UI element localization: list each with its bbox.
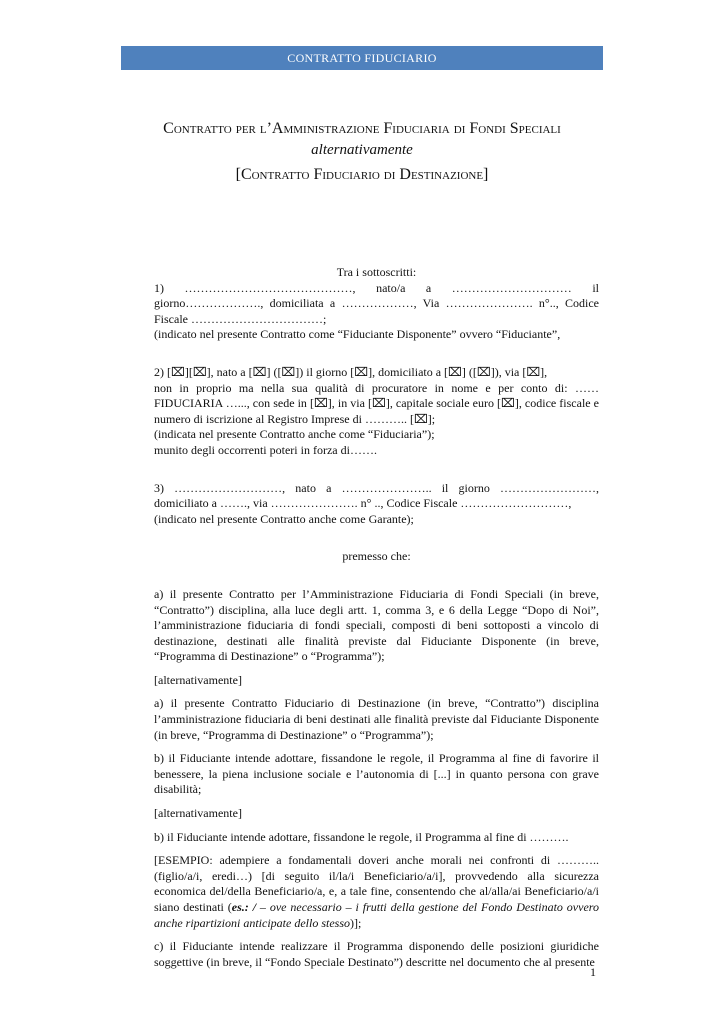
page-number: 1 <box>590 965 596 979</box>
party-1-line-2: (indicato nel presente Contratto come “Fiduciante Disponente” ovvero “Fiduciante”, <box>154 327 561 342</box>
paragraph-a: a) il presente Contratto per l’Amministrazione Fiduciaria di Fondi Speciali (in breve, “Contratto”) disciplina, alla luce degli artt. 1, comma 3, e 6 della Legge “Dopo di Noi”, l’amministrazione fiduciaria di fondi speciali, composti di beni sottoposti a vincolo di destinazione, destinati alle finalità previste dal Fiduciante Disponente (in breve, “Programma di Destinazione” o “Programma”); <box>154 586 599 664</box>
party-2-line-4: munito degli occorrenti poteri in forza di……. <box>154 442 377 457</box>
party-2-line-3: (indicata nel presente Contratto anche come “Fiduciaria”); <box>154 427 435 442</box>
alternative-label-1: [alternativamente] <box>154 672 242 687</box>
title-line-1: Contratto per l’Amministrazione Fiduciaria di Fondi Speciali <box>163 120 561 137</box>
party-2-line-2: non in proprio ma nella sua qualità di procuratore in nome e per conto di: ……FIDUCIARIA …..., con sede in [⌧], in via [⌧], capitale sociale euro [⌧], codice fiscale e numero di iscrizione al Registro Imprese di ……….. [⌧]; <box>154 380 599 426</box>
running-header <box>121 46 603 70</box>
party-2-line-1: 2) [⌧][⌧], nato a [⌧] ([⌧]) il giorno [⌧], domiciliato a [⌧] ([⌧]), via [⌧], <box>154 364 548 379</box>
document-body <box>154 265 599 970</box>
party-3-line-1: 3) ………………………, nato a ………………….. il giorno ……………………, domiciliato a ……., via …………………. n° .., Codice Fiscale ………………………, <box>154 480 599 511</box>
party-3-line-2: (indicato nel presente Contratto anche come Garante); <box>154 511 414 526</box>
paragraph-a-alternative: a) il presente Contratto Fiduciario di Destinazione (in breve, “Contratto”) disciplina l’amministrazione fiduciaria di beni destinati alle finalità previste dal Fiduciante Disponente (in breve, “Programma di Destinazione” o “Programma”); <box>154 696 599 742</box>
example-text: [ESEMPIO: adempiere a fondamentali doveri anche morali nei confronti di ……….. (figlio/a/i, eredi…) [di seguito il/la/i Beneficiario/a/i], provvedendo alla sicurezza economica del/della Beneficiario/a, e, a tale fine, consentendo che al/alla/ai Beneficiario/a/i siano destinati ( <box>154 853 599 914</box>
header-label: CONTRATTO FIDUCIARIO <box>287 51 437 65</box>
example-bold-text: es.: / <box>231 900 257 914</box>
paragraph-b: b) il Fiduciante intende adottare, fissandone le regole, il Programma al fine di favorire il benessere, la piena inclusione sociale e l’autonomia di [...] in quanto persona con grave disabilità; <box>154 751 599 797</box>
intro-line: Tra i sottoscritti: <box>336 265 417 279</box>
title-alternative: alternativamente <box>311 142 413 158</box>
example-paragraph <box>154 853 599 931</box>
paragraph-b-alternative: b) il Fiduciante intende adottare, fissandone le regole, il Programma al fine di ………. <box>154 829 569 844</box>
example-italic-text: – ove necessario – i frutti della gestione del Fondo Destinato ovvero anche ripartizioni anticipate dello stesso <box>154 900 600 930</box>
party-1-line-1: 1) ……………………………………, nato/a a ………………………… il giorno………………., domiciliata a ………………, Via …………………. n°.., Codice Fiscale ……………………………; <box>154 280 599 326</box>
paragraph-c: c) il Fiduciante intende realizzare il Programma disponendo delle posizioni giuridiche soggettive (in breve, il “Fondo Speciale Destinato”) descritte nel documento che al presente <box>154 939 599 969</box>
alternative-label-2: [alternativamente] <box>154 806 242 821</box>
example-end-text: )]; <box>349 915 362 930</box>
premesso-heading: premesso che: <box>342 549 411 564</box>
document-title <box>121 118 603 186</box>
title-line-2: [Contratto Fiduciario di Destinazione] <box>235 166 489 183</box>
